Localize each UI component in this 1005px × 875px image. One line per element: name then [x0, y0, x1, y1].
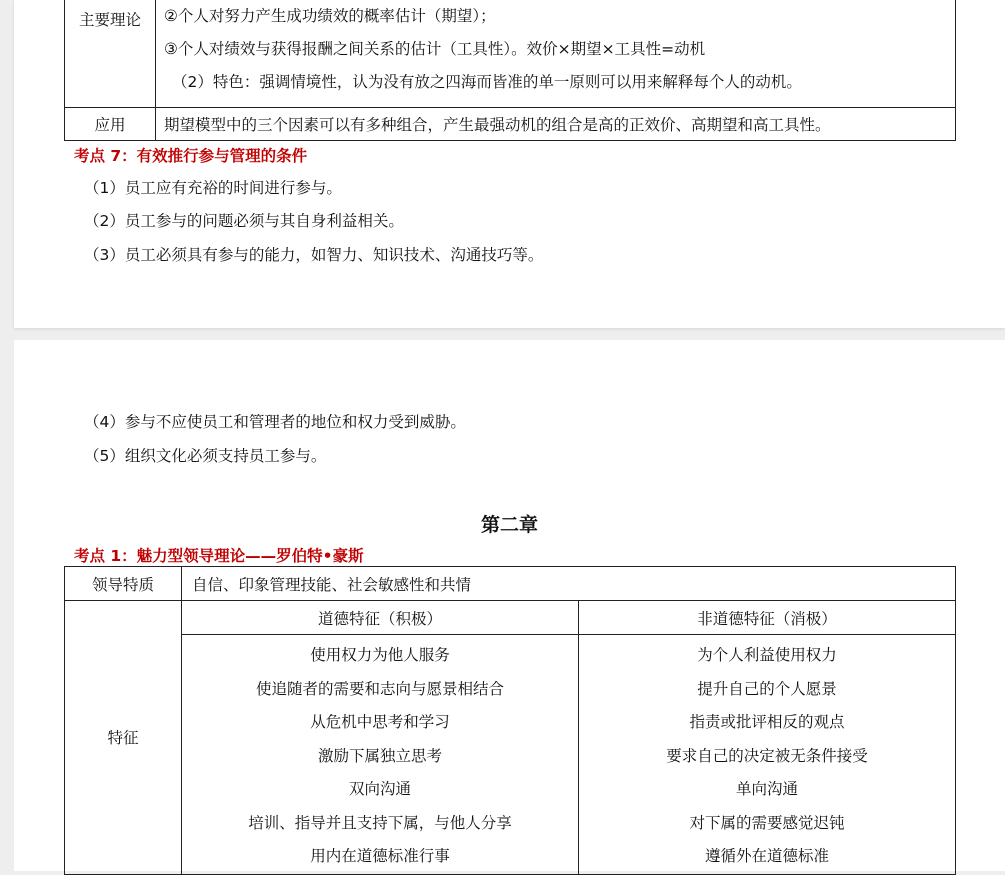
section-heading-point7: 考点 7：有效推行参与管理的条件 [74, 147, 308, 165]
table-row [65, 635, 956, 875]
section-heading-point1: 考点 1：魅力型领导理论——罗伯特•豪斯 [74, 547, 364, 565]
list-item: 单向沟通 [735, 780, 798, 798]
condition-item: （5）组织文化必须支持员工参与。 [84, 447, 327, 465]
list-item: 对下属的需要感觉迟钝 [689, 813, 845, 832]
list-item: 使用权力为他人服务 [310, 646, 450, 664]
table-row [65, 0, 956, 108]
row-header-main-theory: 主要理论 [65, 0, 156, 108]
unethical-list [579, 635, 956, 875]
list-item: 用内在道德标准行事 [310, 847, 450, 865]
ethical-list [182, 635, 579, 875]
list-item: 从危机中思考和学习 [310, 713, 450, 731]
expectancy-theory-table [64, 0, 956, 141]
condition-item: （2）员工参与的问题必须与其自身利益相关。 [84, 212, 404, 230]
condition-item: （4）参与不应使员工和管理者的地位和权力受到威胁。 [84, 413, 466, 431]
list-item: 双向沟通 [348, 780, 411, 798]
document-page-1 [14, 0, 1005, 328]
document-page-2 [14, 340, 1005, 871]
charismatic-leadership-table [64, 566, 956, 875]
theory-line: ③个人对绩效与获得报酬之间关系的估计（工具性）。效价×期望×工具性=动机 [164, 40, 706, 58]
row-header-application: 应用 [65, 108, 156, 141]
row-header-traits: 领导特质 [65, 567, 182, 601]
list-item: 激励下属独立思考 [317, 746, 442, 765]
theory-content [156, 0, 956, 108]
list-item: 提升自己的个人愿景 [697, 679, 837, 698]
table-row [65, 108, 956, 141]
table-row [65, 567, 956, 601]
condition-item: （1）员工应有充裕的时间进行参与。 [84, 179, 342, 197]
chapter-title: 第二章 [480, 514, 538, 536]
traits-content: 自信、印象管理技能、社会敏感性和共情 [182, 567, 956, 601]
list-item: 指责或批评相反的观点 [689, 713, 845, 731]
list-item: 遵循外在道德标准 [704, 847, 829, 865]
list-item: 培训、指导并且支持下属，与他人分享 [248, 813, 512, 832]
list-item: 为个人利益使用权力 [697, 646, 837, 664]
column-header-ethical: 道德特征（积极） [182, 601, 579, 635]
row-header-features: 特征 [65, 601, 182, 875]
theory-line: ②个人对努力产生成功绩效的概率估计（期望）； [164, 7, 496, 25]
table-row [65, 601, 956, 635]
list-item: 要求自己的决定被无条件接受 [666, 746, 868, 765]
application-content: 期望模型中的三个因素可以有多种组合，产生最强动机的组合是高的正效价、高期望和高工具性。 [156, 108, 956, 141]
theory-line: （2）特色：强调情境性，认为没有放之四海而皆准的单一原则可以用来解释每个人的动机。 [172, 73, 802, 91]
list-item: 使追随者的需要和志向与愿景相结合 [255, 679, 504, 698]
condition-item: （3）员工必须具有参与的能力，如智力、知识技术、沟通技巧等。 [84, 246, 544, 264]
column-header-unethical: 非道德特征（消极） [579, 601, 956, 635]
